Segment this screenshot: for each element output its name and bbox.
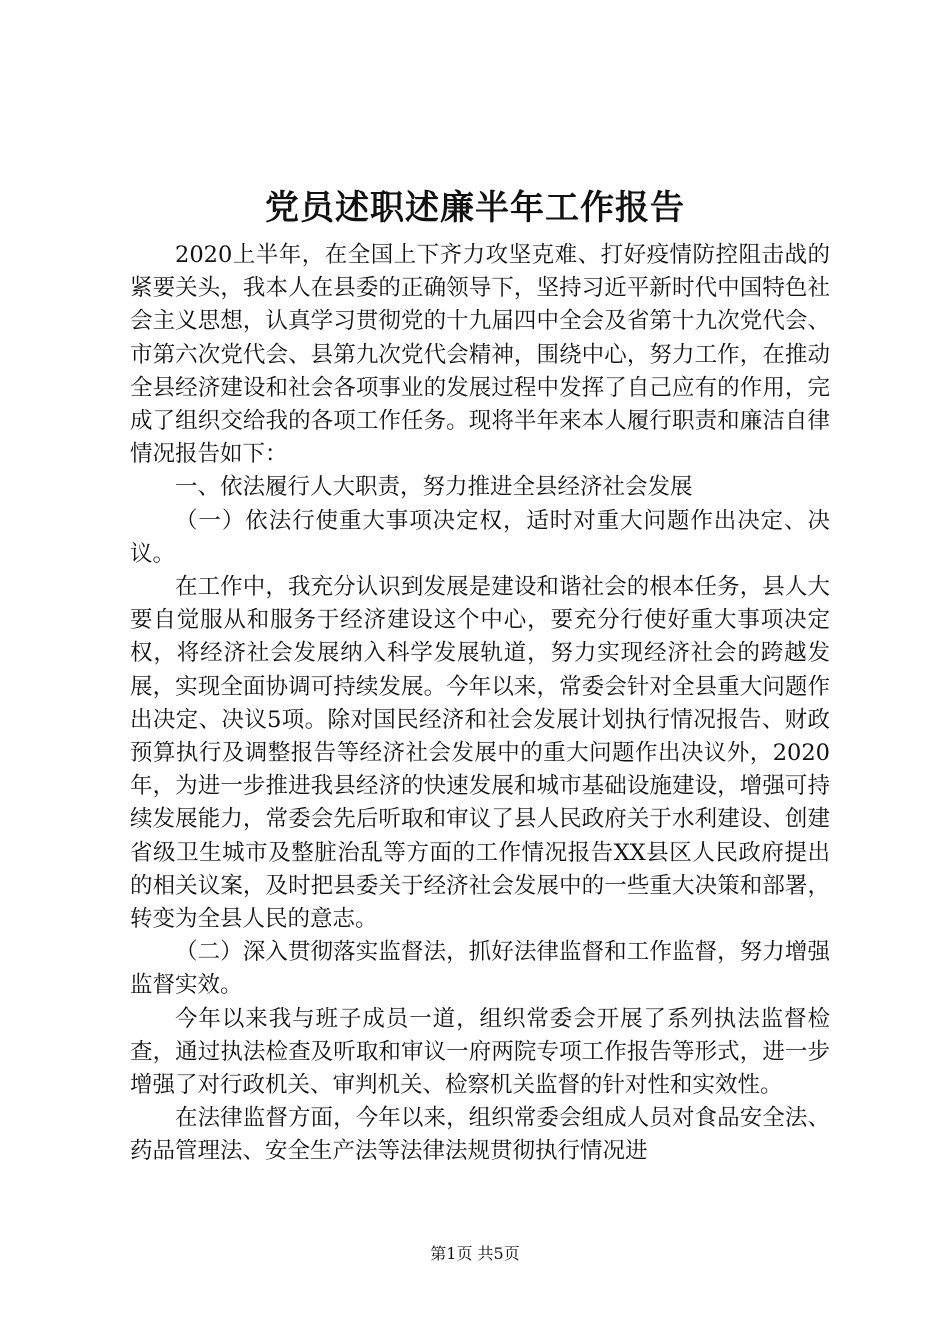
page-footer: 第1页 共5页 (430, 1244, 520, 1263)
section-heading-1: 一、依法履行人大职责，努力推进全县经济社会发展 (175, 474, 693, 501)
subsection-heading-2: （二）深入贯彻落实监督法，抓好法律监督和工作监督，努力增强监督实效。 (130, 939, 830, 999)
document-title: 党员述职述廉半年工作报告 (265, 188, 685, 228)
paragraph-decision-power: 在工作中，我充分认识到发展是建设和谐社会的根本任务，县人大要自觉服从和服务于经济建设这个中心，要充分行使好重大事项决定权，将经济社会发展纳入科学发展轨道，努力实现经济社会的跨越发展，实现全面协调可持续发展。今年以来，常委会针对全县重大问题作出决定、决议5项。除对国民经济和社会发展计划执行情况报告、财政预算执行及调整报告等经济社会发展中的重大问题作出决议外，2020年，为进一步推进我县经济的快速发展和城市基础设施建设，增强可持续发展能力，常委会先后听取和审议了县人民政府关于水利建设、创建省级卫生城市及整脏治乱等方面的工作情况报告XX县区人民政府提出的相关议案，及时把县委关于经济社会发展中的一些重大决策和部署，转变为全县人民的意志。 (130, 574, 830, 933)
paragraph-intro: 2020上半年，在全国上下齐力攻坚克难、打好疫情防控阻击战的紧要关头，我本人在县委的正确领导下，坚持习近平新时代中国特色社会主义思想，认真学习贯彻党的十九届四中全会及省第十九次党代会、市第六次党代会、县第九次党代会精神，围绕中心，努力工作，在推动全县经济建设和社会各项事业的发展过程中发挥了自己应有的作用，完成了组织交给我的各项工作任务。现将半年来本人履行职责和廉洁自律情况报告如下： (130, 242, 830, 468)
paragraph-legal-supervision: 在法律监督方面，今年以来，组织常委会组成人员对食品安全法、药品管理法、安全生产法等法律法规贯彻执行情况进 (130, 1105, 830, 1165)
subsection-heading-1: （一）依法行使重大事项决定权，适时对重大问题作出决定、决议。 (130, 507, 830, 567)
paragraph-supervision: 今年以来我与班子成员一道，组织常委会开展了系列执法监督检查，通过执法检查及听取和审议一府两院专项工作报告等形式，进一步增强了对行政机关、审判机关、检察机关监督的针对性和实效性。 (130, 1005, 830, 1099)
document-body (130, 239, 830, 1169)
